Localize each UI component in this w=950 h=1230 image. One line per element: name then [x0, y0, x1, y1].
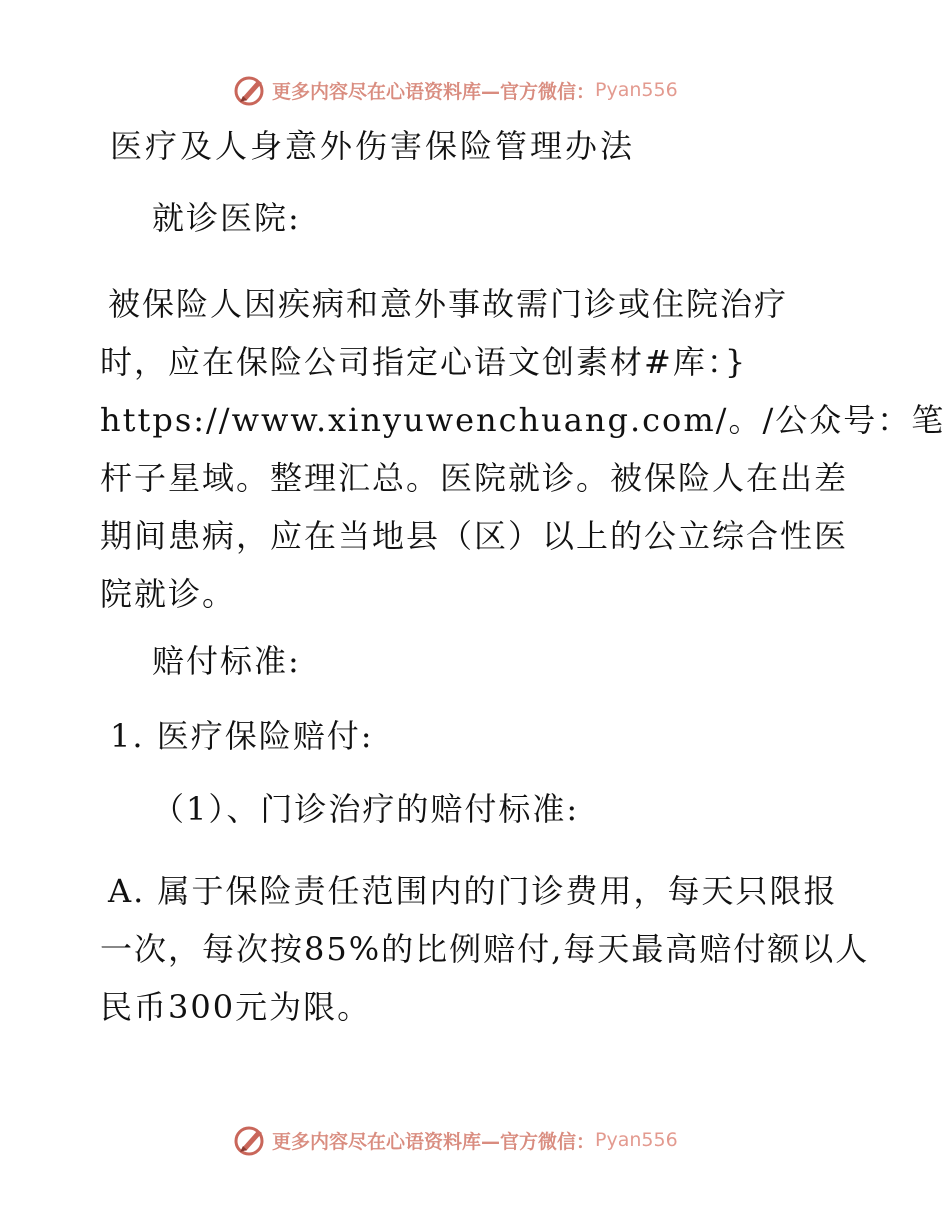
watermark-account: Pyan556: [595, 1129, 678, 1151]
watermark-text: 更多内容尽在心语资料库—官方微信：: [272, 1130, 596, 1153]
paragraph-line: A. 属于保险责任范围内的门诊费用，每天只限报: [108, 872, 838, 910]
document-title: 医疗及人身意外伤害保险管理办法: [110, 127, 636, 165]
paragraph-outpatient: [100, 862, 870, 1036]
paragraph-hospital: [100, 275, 946, 623]
watermark-account: Pyan556: [595, 79, 678, 101]
pen-logo-icon: [232, 1122, 268, 1158]
paragraph-line: 被保险人因疾病和意外事故需门诊或住院治疗: [108, 285, 789, 323]
paragraph-line: https://www.xinyuwenchuang.com/。/公众号：笔: [100, 401, 946, 439]
section-heading-standard: 赔付标准:: [152, 642, 301, 680]
paragraph-line: 民币300元为限。: [100, 988, 372, 1026]
paragraph-line: 时，应在保险公司指定心语文创素材#库：}: [100, 343, 748, 381]
watermark-text: 更多内容尽在心语资料库—官方微信：: [272, 80, 596, 103]
footer-watermark: [232, 1120, 712, 1160]
paragraph-line: 杆子星域。整理汇总。医院就诊。被保险人在出差: [100, 459, 849, 497]
paragraph-line: 期间患病，应在当地县（区）以上的公立综合性医: [100, 517, 849, 555]
section-heading-hospital: 就诊医院:: [152, 199, 301, 237]
paragraph-line: 院就诊。: [100, 575, 237, 613]
section-heading-outpatient: （1）、门诊治疗的赔付标准:: [152, 790, 580, 828]
section-heading-medical: 1. 医疗保险赔付:: [110, 717, 374, 755]
paragraph-line: 一次，每次按85%的比例赔付,每天最高赔付额以人: [100, 930, 870, 968]
